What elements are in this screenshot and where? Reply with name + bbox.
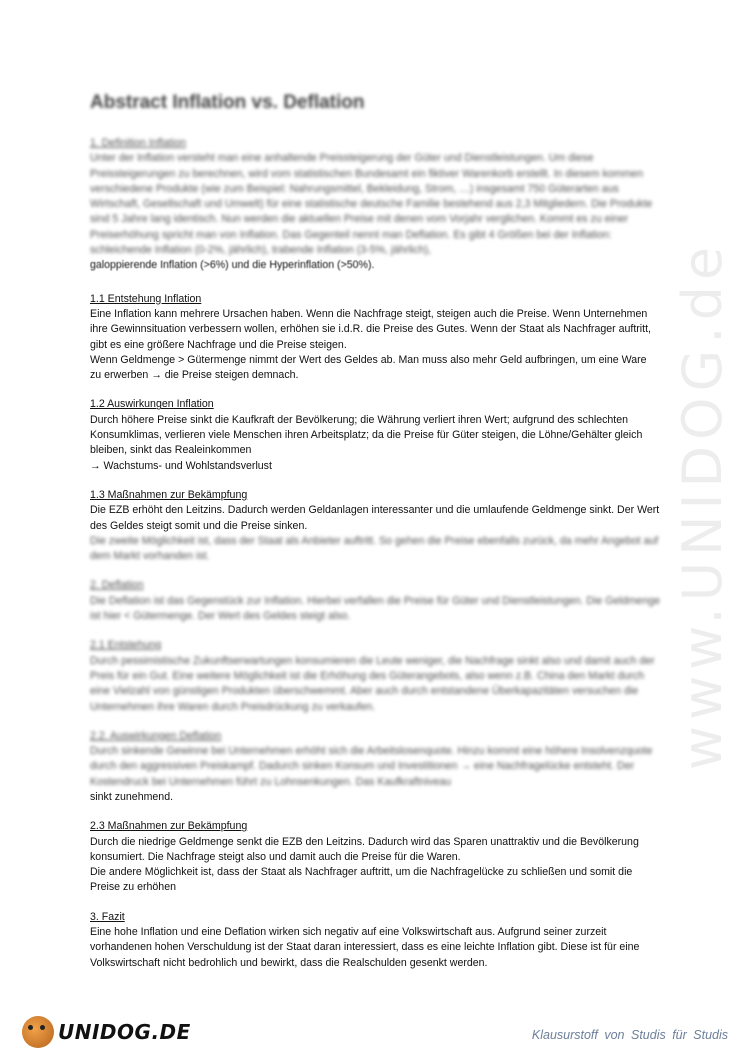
- logo-text: UNIDOG.DE: [58, 1020, 191, 1044]
- section-entstehung-deflation: [90, 638, 660, 714]
- section-massnahmen-inflation: [90, 488, 660, 564]
- paragraph: Eine Inflation kann mehrere Ursachen haben. Wenn die Nachfrage steigt, steigen auch die Preise. Wenn Unternehmen ihre Gewinnsituation verbessern wollen, erhöhen sie i.d.R. die Preise des Gutes. Wenn der Staat als Nachfrager auftritt, gibt es eine größere Nachfrage und die Preise steigen.: [90, 307, 651, 351]
- paragraph: Durch sinkende Gewinne bei Unternehmen erhöht sich die Arbeitslosenquote. Hinzu kommt eine höhere Insolvenzquote durch den aggressiven Preiskampf. Dadurch sinken Konsum und Investitionen → eine Nachfragelücke entsteht. Der Kostendruck bei Unternehmen führt zu Lohnsenkungen. Das Kaufkraftniveau: [90, 745, 653, 788]
- paragraph-blurred: Die zweite Möglichkeit ist, dass der Staat als Anbieter auftritt. So gehen die Preise ebenfalls zurück, da mehr Angebot auf dem Markt vorhanden ist.: [90, 534, 659, 563]
- section-auswirkungen-inflation: [90, 397, 660, 473]
- paragraph: Die EZB erhöht den Leitzins. Dadurch werden Geldanlagen interessanter und die umlaufende Geldmenge sinkt. Der Wert des Geldes steigt somit und die Preise sinken.: [90, 504, 660, 532]
- section-massnahmen-deflation: [90, 819, 660, 895]
- section-auswirkungen-deflation: [90, 729, 660, 805]
- section-text: Unter der Inflation versteht man eine anhaltende Preissteigerung der Güter und Dienstleistungen. Um diese Preissteigerungen zu berechnen, wird vom statistischen Bundesamt ein fiktiver Warenkorb erstellt. In diesem kommen verschiedene Produkte (wie zum Beispiel: Nahrungsmittel, Bekleidung, Strom, …) insgesamt 750 Güterarten aus Wirtschaft, Gesellschaft und Umwelt) für eine statistische deutsche Familie bestehend aus 2,3 Mitgliedern. Die Produkte sind 5 Jahre lang identisch. Nun werden die aktuellen Preise mit denen vom Vorjahr verglichen. Kommt es zu einer Preiserhöhung spricht man von Inflation. Das Gegenteil nennt man Deflation. Es gibt 4 Größen bei der Inflation: schleichende Inflation (0-2%, jährlich), trabende Inflation (3-5%, jährlich),: [90, 152, 653, 257]
- section-heading: 2.2. Auswirkungen Deflation: [90, 729, 222, 742]
- section-heading: 1.1 Entstehung Inflation: [90, 292, 202, 305]
- watermark-text: www.UNIDOG.de: [671, 240, 735, 770]
- document-title: Abstract Inflation vs. Deflation: [90, 92, 365, 113]
- section-heading: 2.1 Entstehung: [90, 639, 162, 652]
- section-last-line: galoppierende Inflation (>6%) und die Hyperinflation (>50%).: [90, 259, 375, 272]
- unidog-logo[interactable]: [22, 1014, 191, 1050]
- paragraph: → Wachstums- und Wohlstandsverlust: [90, 459, 272, 472]
- section-heading: 3. Fazit: [90, 910, 125, 923]
- section-entstehung-inflation: [90, 292, 660, 384]
- section-heading: 1.3 Maßnahmen zur Bekämpfung: [90, 488, 248, 501]
- footer-tagline: Klausurstoff von Studis für Studis: [531, 1028, 728, 1042]
- paragraph: Die andere Möglichkeit ist, dass der Staat als Nachfrager auftritt, um die Nachfragelücke zu schließen und somit die Preise zu erhöhen: [90, 866, 633, 894]
- paragraph: Wenn Geldmenge > Gütermenge nimmt der Wert des Geldes ab. Man muss also mehr Geld aufbringen, um eine Ware zu erwerben → die Preise steigen demnach.: [90, 353, 647, 382]
- section-fazit: [90, 910, 660, 971]
- section-last-line: sinkt zunehmend.: [90, 790, 174, 803]
- section-heading: 1. Definition Inflation: [90, 137, 186, 149]
- paragraph: Die Deflation ist das Gegenstück zur Inflation. Hierbei verfallen die Preise für Güter und Dienstleistungen. Die Geldmenge ist hier < Gütermenge. Der Wert des Geldes steigt also.: [90, 594, 661, 623]
- dog-mascot-icon: [22, 1016, 54, 1048]
- paragraph: Eine hohe Inflation und eine Deflation wirken sich negativ auf eine Volkswirtschaft aus. Aufgrund seiner zurzeit vorhandenen hohen Verschuldung ist der Staat daran interessiert, dass es eine leichte Inflation gibt. Diese ist für eine Volkswirtschaft nicht bedrohlich und bewirkt, dass die Realschulden gesenkt werden.: [90, 926, 640, 969]
- blurred-block: [90, 729, 660, 790]
- document-page: [90, 92, 660, 985]
- watermark: [668, 240, 738, 770]
- paragraph: Durch die niedrige Geldmenge senkt die EZB den Leitzins. Dadurch wird das Sparen unattraktiv und die Bevölkerung konsumiert. Die Nachfrage steigt also und damit auch die Preise für die Waren.: [90, 835, 639, 863]
- paragraph: Durch höhere Preise sinkt die Kaufkraft der Bevölkerung; die Währung verliert ihren Wert; aufgrund des schlechten Konsumklimas, verlieren viele Menschen ihren Arbeitsplatz; da die Preise für Güter steigen, die Löhne/Gehälter gleich bleiben, sinkt das Realeinkommen: [90, 413, 643, 457]
- section-definition-inflation: [90, 136, 660, 274]
- section-heading: 1.2 Auswirkungen Inflation: [90, 398, 214, 411]
- section-heading: 2. Deflation: [90, 579, 144, 592]
- paragraph: Durch pessimistische Zukunftserwartungen konsumieren die Leute weniger, die Nachfrage sinkt also und damit auch der Preis für ein Gut. Eine weitere Möglichkeit ist die Erhöhung des Güterangebots, also wenn z.B. China den Markt durch eine Vielzahl von günstigen Produkten überschwemmt. Aber auch durch entstandene Überkapazitäten versuchen die Unternehmen ihre Waren durch Preisdrückung zu verkaufen.: [90, 654, 655, 713]
- blurred-block: [90, 136, 660, 258]
- section-heading: 2.3 Maßnahmen zur Bekämpfung: [90, 820, 248, 833]
- section-deflation: [90, 578, 660, 624]
